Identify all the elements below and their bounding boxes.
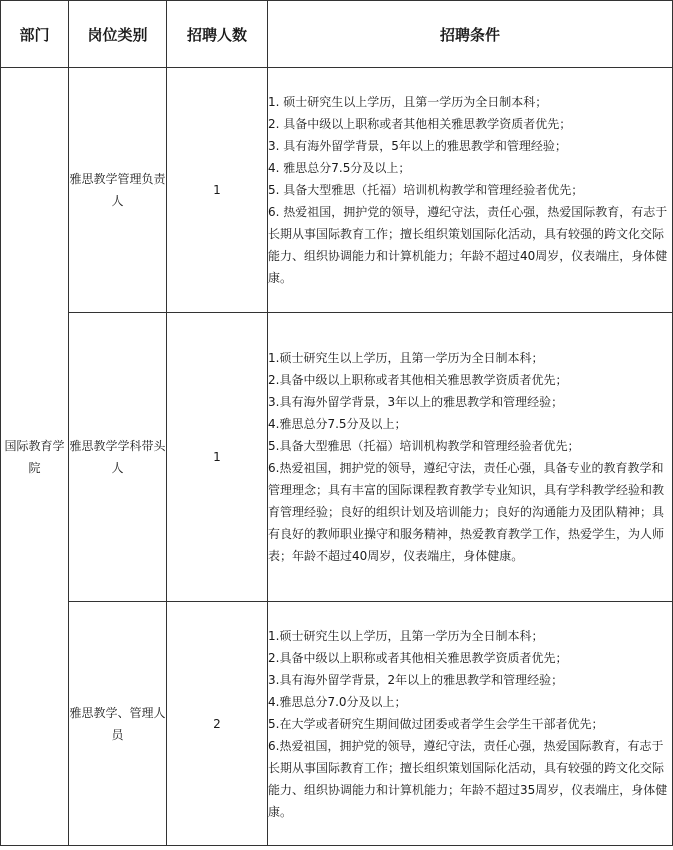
requirement-item: 6. 热爱祖国，拥护党的领导，遵纪守法，责任心强，热爱国际教育，有志于长期从事国际教育工作；擅长组织策划国际化活动，具有较强的跨文化交际能力、组织协调能力和计算机能力；年龄不超过40周岁，仪表端庄，身体健康。 (268, 205, 668, 285)
header-count: 招聘人数 (167, 1, 268, 68)
requirement-item: 1.硕士研究生以上学历，且第一学历为全日制本科； (268, 628, 544, 643)
requirement-item: 5. 具备大型雅思（托福）培训机构教学和管理经验者优先； (268, 183, 584, 197)
requirement-item: 4. 雅思总分7.5分及以上； (268, 161, 411, 175)
header-department: 部门 (1, 1, 69, 68)
requirement-item: 5.在大学或者研究生期间做过团委或者学生会学生干部者优先； (268, 716, 604, 731)
requirement-item: 1.硕士研究生以上学历，且第一学历为全日制本科； (268, 351, 544, 365)
requirement-item: 3.具有海外留学背景，2年以上的雅思教学和管理经验； (268, 672, 564, 687)
requirement-item: 3.具有海外留学背景，3年以上的雅思教学和管理经验； (268, 395, 564, 409)
position-cell: 雅思教学管理负责人 (69, 68, 167, 313)
requirement-item: 4.雅思总分7.5分及以上； (268, 417, 407, 431)
header-row (1, 1, 673, 68)
requirement-item: 1. 硕士研究生以上学历，且第一学历为全日制本科； (268, 95, 548, 109)
requirements-cell (268, 313, 673, 602)
requirements-cell (268, 602, 673, 846)
requirement-item: 4.雅思总分7.0分及以上； (268, 694, 407, 709)
table-row (1, 313, 673, 602)
requirement-item: 5.具备大型雅思（托福）培训机构教学和管理经验者优先； (268, 439, 580, 453)
table-row (1, 68, 673, 313)
position-cell: 雅思教学学科带头人 (69, 313, 167, 602)
count-cell: 2 (167, 602, 268, 846)
count-cell: 1 (167, 313, 268, 602)
requirement-item: 6.热爱祖国，拥护党的领导，遵纪守法，责任心强，具备专业的教育教学和管理理念；具有丰富的国际课程教育教学专业知识，具有学科教学经验和教育管理经验；良好的组织计划及培训能力；良好的沟通能力及团队精神；具有良好的教师职业操守和服务精神，热爱教育教学工作，热爱学生，为人师表；年龄不超过40周岁，仪表端庄，身体健康。 (268, 461, 665, 563)
position-cell: 雅思教学、管理人员 (69, 602, 167, 846)
header-position: 岗位类别 (69, 1, 167, 68)
table-row (1, 602, 673, 846)
department-cell: 国际教育学院 (1, 68, 69, 846)
requirement-item: 6.热爱祖国，拥护党的领导，遵纪守法，责任心强，热爱国际教育，有志于长期从事国际教育工作；擅长组织策划国际化活动，具有较强的跨文化交际能力、组织协调能力和计算机能力；年龄不超过35周岁，仪表端庄，身体健康。 (268, 738, 668, 819)
count-cell: 1 (167, 68, 268, 313)
requirements-cell (268, 68, 673, 313)
requirement-item: 3. 具有海外留学背景，5年以上的雅思教学和管理经验； (268, 139, 567, 153)
requirement-item: 2. 具备中级以上职称或者其他相关雅思教学资质者优先； (268, 117, 572, 131)
requirement-item: 2.具备中级以上职称或者其他相关雅思教学资质者优先； (268, 650, 568, 665)
header-requirements: 招聘条件 (268, 1, 673, 68)
requirement-item: 2.具备中级以上职称或者其他相关雅思教学资质者优先； (268, 373, 568, 387)
